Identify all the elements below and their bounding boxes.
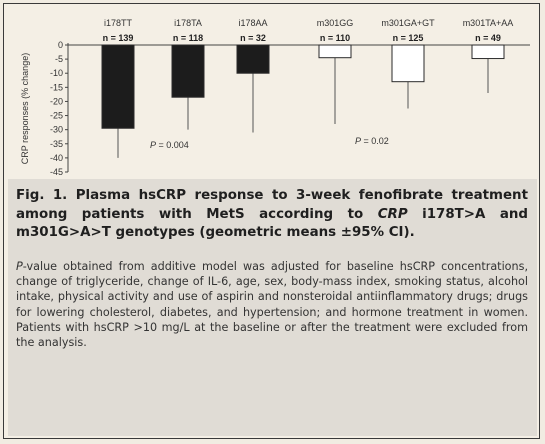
figure-label: Fig. 1.	[16, 188, 68, 203]
sample-size-label: n = 118	[172, 33, 204, 43]
caption-title	[16, 187, 528, 243]
caption-body	[16, 259, 528, 350]
p-value-1-symbol: P	[150, 140, 157, 150]
figure-frame	[3, 3, 540, 439]
category-label: i178TA	[174, 18, 202, 28]
p-value-annotation-1	[150, 140, 189, 150]
p-value-2-text: = 0.02	[361, 136, 389, 146]
category-labels	[103, 18, 514, 43]
y-tick-label: -5	[54, 54, 63, 65]
sample-size-label: n = 139	[102, 33, 134, 43]
bar-m301ta-aa	[472, 45, 504, 59]
sample-size-label: n = 125	[392, 33, 424, 43]
y-tick-label: -25	[49, 110, 63, 121]
category-label: i178TT	[103, 18, 133, 28]
caption-panel	[8, 179, 537, 436]
bar-i178aa	[237, 45, 269, 73]
y-tick-label: -20	[49, 96, 63, 107]
bar-i178tt	[102, 45, 134, 128]
bar-m301ga-gt	[392, 45, 424, 82]
category-label: i178AA	[238, 18, 268, 28]
category-label: m301TA+AA	[462, 18, 514, 28]
p-value-2-symbol: P	[355, 136, 362, 146]
sample-size-label: n = 49	[475, 33, 501, 43]
category-label: m301GG	[316, 18, 354, 28]
bar-i178ta	[172, 45, 204, 97]
p-value-1-text: = 0.004	[156, 140, 189, 150]
y-tick-label: -40	[49, 152, 63, 163]
y-tick-label: -15	[49, 82, 63, 93]
caption-body-text: -value obtained from additive model was adjusted for baseline hsCRP concentrations, change of triglyceride, change of IL-6, age, sex, body-mass index, smoking status, alcohol intake, physical activity and use of aspirin and nonsteroidal antiinflammatory drugs; drugs for lowering cholesterol, diabetes, and hypertension; and hormone treatment in women. Patients with hsCRP >10 mg/L at the baseline or after the treatment were excluded from the analysis.	[16, 260, 528, 350]
y-axis-label: CRP responses (% change)	[20, 52, 30, 165]
chart	[8, 8, 537, 178]
y-axis-label-group	[20, 53, 30, 164]
p-value-annotation-2	[355, 136, 389, 146]
y-tick-label: 0	[57, 40, 63, 50]
caption-title-part2: i178T>A and m301G>A>T genotypes (geometric means ±95% CI).	[16, 206, 528, 240]
y-tick-label: -10	[49, 68, 63, 79]
caption-title-part1: Plasma hsCRP response to 3-week fenofibrate treatment among patients with MetS according to	[16, 188, 528, 222]
caption-body-p: P	[16, 260, 23, 273]
bar-m301gg	[319, 45, 351, 58]
caption-title-gene: CRP	[377, 206, 408, 222]
sample-size-label: n = 32	[240, 33, 266, 43]
y-tick-label: -35	[49, 138, 63, 149]
y-tick-label: -45	[49, 167, 63, 177]
category-label: m301GA+GT	[381, 18, 435, 28]
sample-size-label: n = 110	[319, 33, 351, 43]
y-tick-label: -30	[49, 124, 63, 135]
